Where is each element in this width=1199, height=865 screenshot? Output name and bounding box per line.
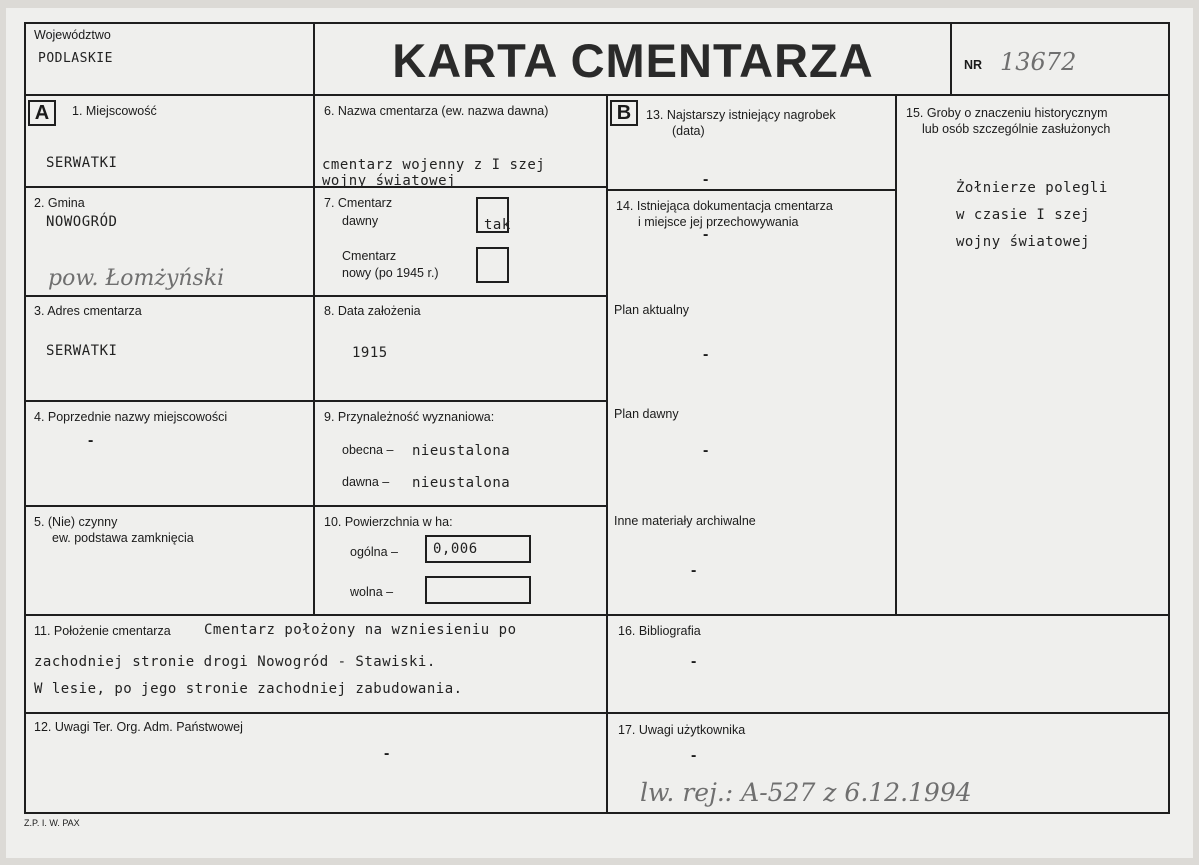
field-5-label: 5. (Nie) czynny [34,515,118,529]
field-6-value-line2: wojny światowej [322,173,456,189]
field-9-former-value: nieustalona [412,475,511,491]
field-7-old-label: dawny [342,214,379,228]
field-10-free-label: wolna – [350,585,394,599]
field-10-free-box [425,576,531,604]
printer-imprint: Z.P. I. W. PAX [24,818,80,828]
plan-old-label: Plan dawny [614,407,679,421]
field-9-former-label: dawna – [342,475,390,489]
plan-current-label: Plan aktualny [614,303,690,317]
nr-label: NR [964,58,983,72]
col-rule-nr [950,22,952,94]
field-7-new-sublabel: nowy (po 1945 r.) [342,266,439,280]
rule-row3 [24,400,608,402]
field-15-value-line1: Żołnierze polegli [956,180,1108,196]
field-12-value: - [384,745,390,762]
rule-row1-mid [608,189,896,191]
rule-row5 [24,614,1170,616]
other-materials-value: - [691,562,697,579]
field-7-new-label: Cmentarz [342,249,397,263]
field-13-sublabel: (data) [672,124,705,138]
col-rule-2 [606,94,608,814]
field-10-total-label: ogólna – [350,545,398,559]
field-2-handwritten-note: pow. Łomżyński [48,266,225,291]
field-13-value: - [703,171,709,188]
field-15-sublabel: lub osób szczególnie zasłużonych [922,122,1111,136]
field-1-label: 1. Miejscowość [72,104,157,118]
field-14-sublabel: i miejsce jej przechowywania [638,215,799,229]
field-15-label: 15. Groby o znaczeniu historycznym [906,106,1108,120]
col-rule-1 [313,22,315,614]
other-materials-label: Inne materiały archiwalne [614,514,756,528]
field-14-value: - [703,226,709,243]
field-9-current-label: obecna – [342,443,394,457]
field-6-label: 6. Nazwa cmentarza (ew. nazwa dawna) [324,104,549,118]
col-rule-3 [895,94,897,614]
field-4-label: 4. Poprzednie nazwy miejscowości [34,410,228,424]
field-17-value: - [691,747,697,764]
field-2-label: 2. Gmina [34,196,85,210]
field-1-value: SERWATKI [46,155,118,171]
field-16-value: - [691,653,697,670]
field-11-value-line2: zachodniej stronie drogi Nowogród - Stawiski. [34,654,436,670]
field-14-label: 14. Istniejąca dokumentacja cmentarza [616,199,833,213]
rule-row2 [24,295,608,297]
field-9-label: 9. Przynależność wyznaniowa: [324,410,495,424]
field-8-label: 8. Data założenia [324,304,421,318]
voivodeship-value: PODLASKIE [38,51,113,66]
field-13-label: 13. Najstarszy istniejący nagrobek [646,108,836,122]
field-3-value: SERWATKI [46,343,118,359]
rule-row6 [24,712,1170,714]
field-11-value-line3: W lesie, po jego stronie zachodniej zabudowania. [34,681,463,697]
field-10-total-value: 0,006 [433,541,478,557]
field-17-label: 17. Uwagi użytkownika [618,723,746,737]
field-9-current-value: nieustalona [412,443,511,459]
plan-current-value: - [703,346,709,363]
rule-header [24,94,1170,96]
page-title: KARTA CMENTARZA [392,34,874,87]
voivodeship-label: Województwo [34,28,111,42]
field-16-label: 16. Bibliografia [618,624,701,638]
field-5-sublabel: ew. podstawa zamknięcia [52,531,194,545]
field-6-value-line1: cmentarz wojenny z I szej [322,157,546,173]
field-15-value-line2: w czasie I szej [956,207,1090,223]
plan-old-value: - [703,442,709,459]
field-7-old-value: tak [484,217,511,233]
field-11-value-line1: Cmentarz położony na wzniesieniu po [204,622,517,638]
nr-value: 13672 [1000,48,1077,76]
field-7-new-checkbox [476,247,509,283]
section-b-marker: B [610,100,638,126]
field-10-label: 10. Powierzchnia w ha: [324,515,453,529]
field-8-value: 1915 [352,345,388,361]
rule-row4 [24,505,608,507]
field-12-label: 12. Uwagi Ter. Org. Adm. Państwowej [34,720,243,734]
field-11-label: 11. Położenie cmentarza [34,624,171,638]
field-15-value-line3: wojny światowej [956,234,1090,250]
field-2-value: NOWOGRÓD [46,214,118,230]
rule-row1-left [24,186,608,188]
field-7-label: 7. Cmentarz [324,196,393,210]
section-a-marker: A [28,100,56,126]
field-4-value: - [88,432,94,449]
field-17-handwritten-note: lw. rej.: A-527 z 6.12.1994 [640,778,972,807]
field-3-label: 3. Adres cmentarza [34,304,142,318]
